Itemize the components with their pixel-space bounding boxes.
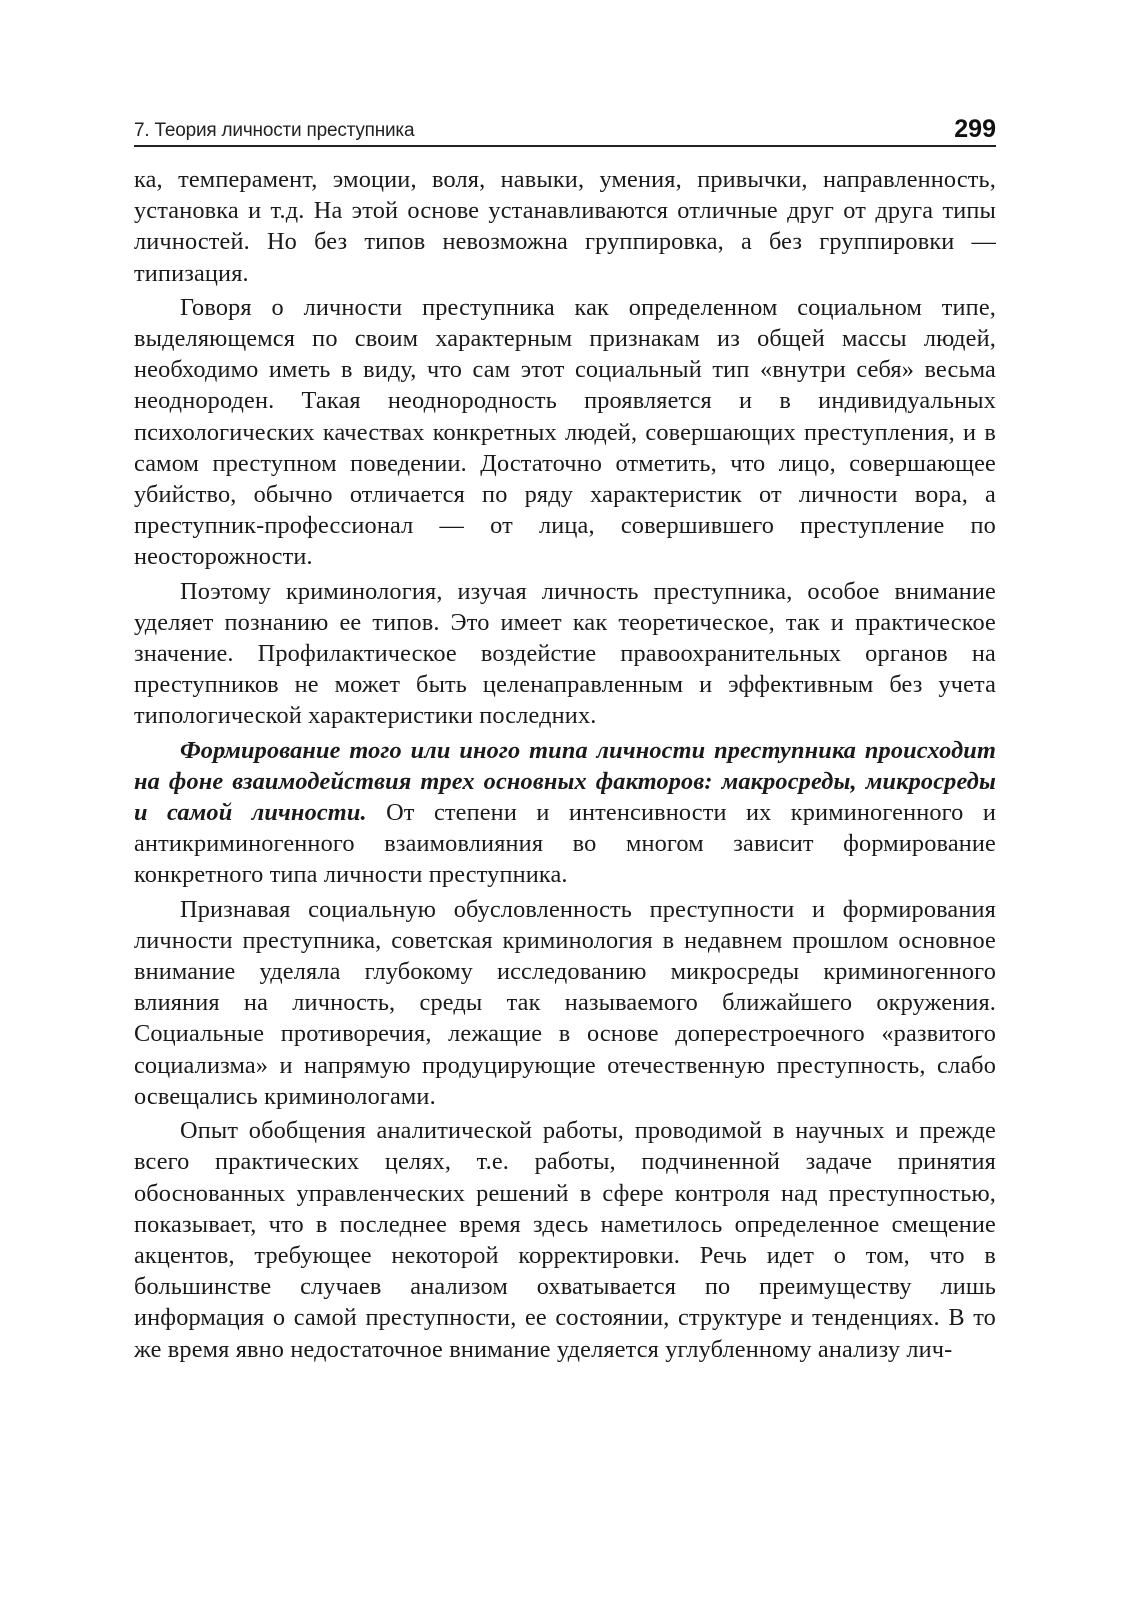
paragraph-5 [134, 894, 996, 1112]
paragraph-4 [134, 735, 996, 891]
paragraph-1-text: ка, темперамент, эмоции, воля, навыки, умения, привычки, направленность, установка и т.д. На этой основе устанавливаются отличные друг от друга типы личностей. Но без типов невозможна группировка, а без группировки — типизация. [134, 166, 996, 287]
book-page [134, 108, 996, 1368]
paragraph-3-text: Поэтому криминология, изучая личность преступника, особое внимание уделяет познанию ее типов. Это имеет как теоретическое, так и практическое значение. Профилактическое воздейстие правоохранительных органов на преступников не может быть целенаправленным и эффективным без учета типологической характеристики последних. [134, 577, 996, 730]
paragraph-2 [134, 292, 996, 573]
paragraph-2-text: Говоря о личности преступника как определенном социальном типе, выделяющемся по своим характерным признакам из общей массы людей, необходимо иметь в виду, что сам этот социальный тип «внутри себя» весьма неоднороден. Такая неоднородность проявляется и в индивидуальных психологических качествах конкретных людей, совершающих преступления, и в самом преступном поведении. Достаточно отметить, что лицо, совершающее убийство, обычно отличается по ряду характеристик от личности вора, а преступник-профессионал — от лица, совершившего преступление по неосторожности. [134, 293, 996, 571]
paragraph-4-text: От степени и интенсивности их криминогенного и антикриминогенного взаимовлияния во многом зависит формирование конкретного типа личности преступника. [134, 799, 996, 889]
paragraph-6 [134, 1115, 996, 1365]
page-number: 299 [954, 115, 996, 143]
paragraph-3 [134, 576, 996, 732]
paragraph-4-emphasis: Формирование того или иного типа личности преступника происходит на фоне взаимодействия трех основных факторов: макросреды, микросреды и самой личности. [134, 736, 996, 827]
paragraph-6-text: Опыт обобщения аналитической работы, проводимой в научных и прежде всего практических целях, т.е. работы, подчиненной задаче принятия обоснованных управленческих решений в сфере контроля над преступностью, показывает, что в последнее время здесь наметилось определенное смещение акцентов, требующее некоторой корректировки. Речь идет о том, что в большинстве случаев анализом охватывается по преимуществу лишь информация о самой преступности, ее состоянии, структуре и тенденциях. В то же время явно недостаточное внимание уделяется углубленному анализу лич- [134, 1117, 996, 1363]
paragraph-1 [134, 164, 996, 289]
running-header [134, 108, 996, 147]
paragraph-5-text: Признавая социальную обусловленность преступности и формирования личности преступника, советская криминология в недавнем прошлом основное внимание уделяла глубокому исследованию микросреды криминогенного влияния на личность, среды так называемого ближайшего окружения. Социальные противоречия, лежащие в основе доперестроечного «развитого социализма» и напрямую продуцирующие отечественную преступность, слабо освещались криминологами. [134, 895, 996, 1110]
running-title: 7. Теория личности преступника [134, 120, 415, 141]
body-text [134, 164, 996, 1365]
